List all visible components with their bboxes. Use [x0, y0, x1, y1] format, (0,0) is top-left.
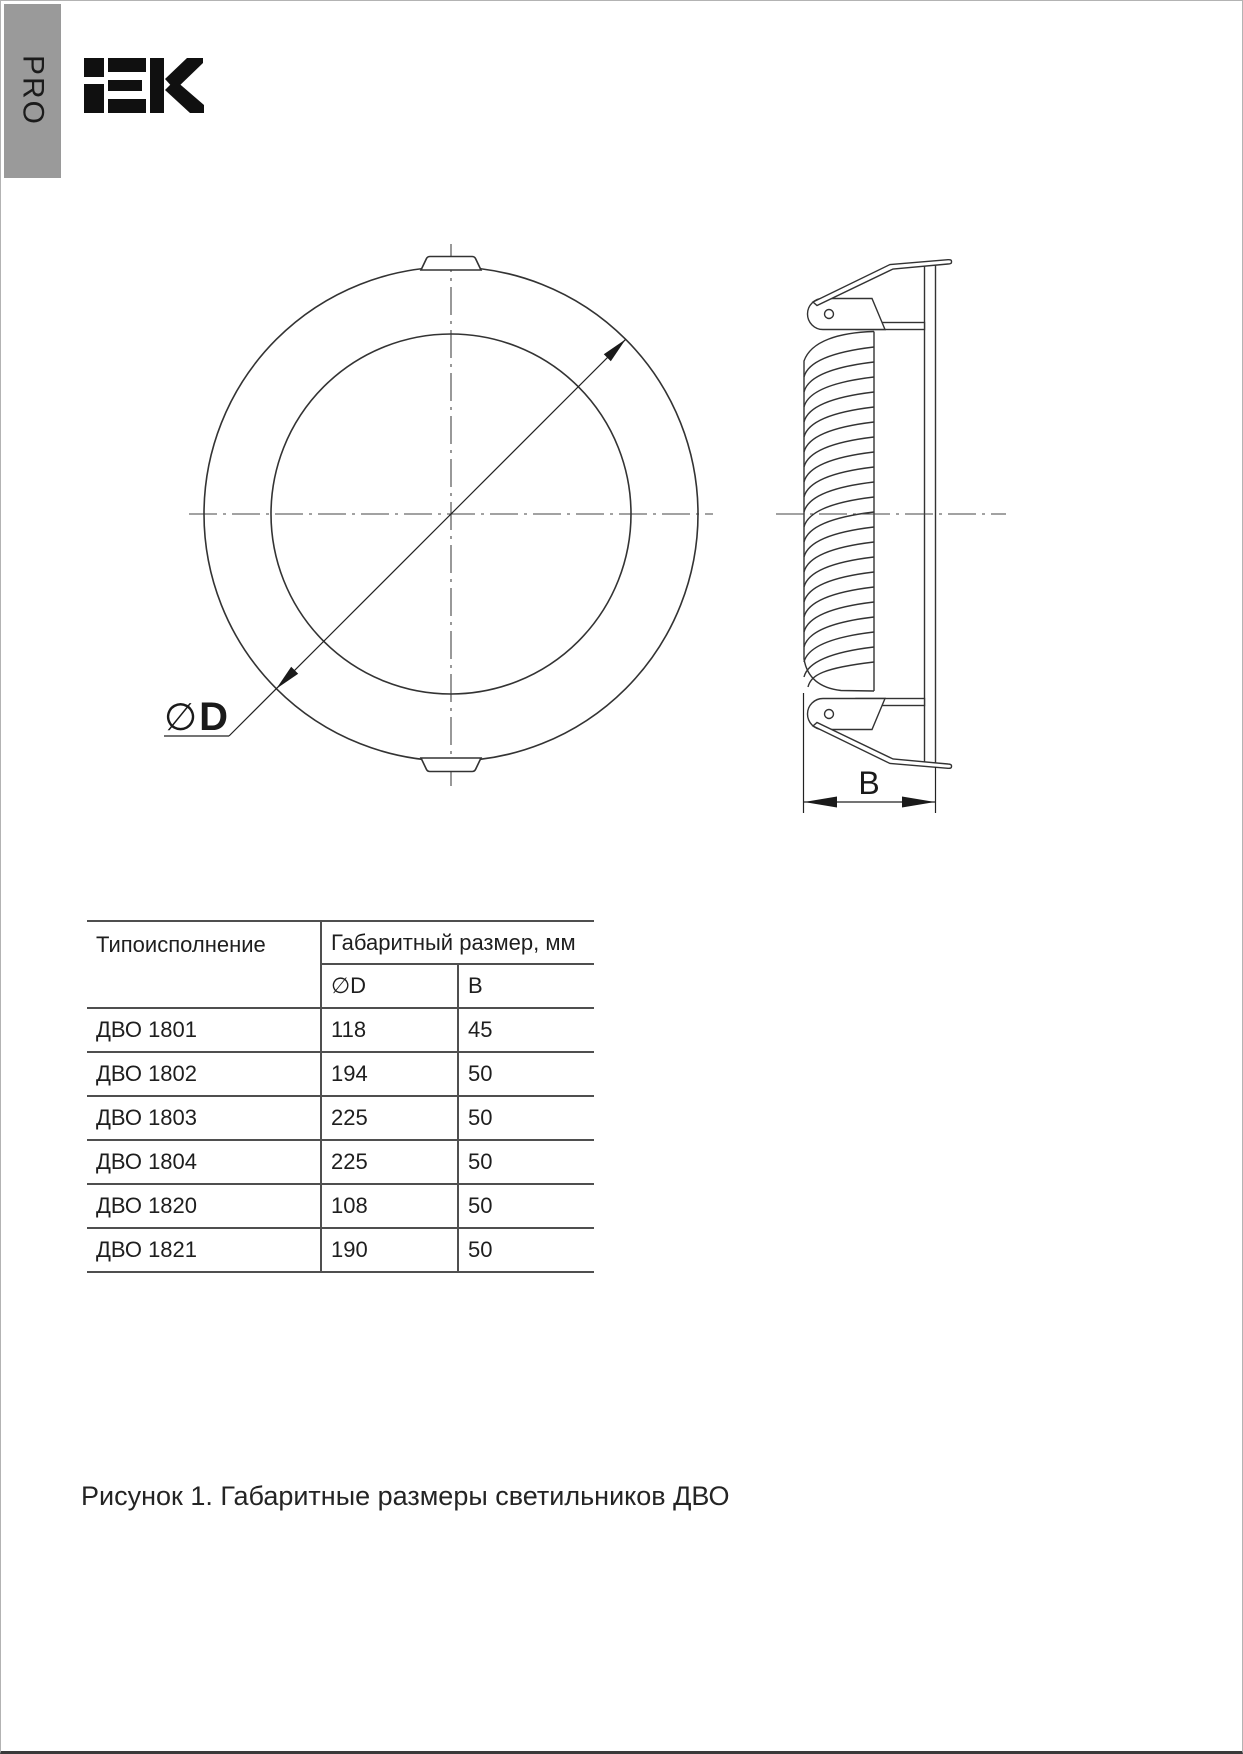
dimension-drawing: [1, 1, 1243, 901]
cell-type: ДВО 1803: [87, 1096, 321, 1140]
cell-diameter: 194: [321, 1052, 458, 1096]
top-tab: [421, 257, 481, 271]
heatsink-fins: [804, 347, 874, 687]
header-diameter: ∅D: [321, 964, 458, 1008]
cell-type: ДВО 1820: [87, 1184, 321, 1228]
table-row: [87, 1096, 594, 1140]
cell-diameter: 190: [321, 1228, 458, 1272]
side-view: [776, 260, 1006, 813]
cell-diameter: 118: [321, 1008, 458, 1052]
cell-depth: 50: [458, 1052, 594, 1096]
header-group: Габаритный размер, мм: [321, 921, 594, 964]
clip-hole-bottom: [825, 710, 834, 719]
cell-type: ДВО 1821: [87, 1228, 321, 1272]
header-depth: B: [468, 973, 483, 998]
cell-depth: 50: [458, 1228, 594, 1272]
depth-arrow-right: [902, 797, 935, 808]
cell-depth: 50: [458, 1184, 594, 1228]
clip-hole-top: [825, 310, 834, 319]
cell-type: ДВО 1804: [87, 1140, 321, 1184]
table-row: [87, 1052, 594, 1096]
cell-type: ДВО 1802: [87, 1052, 321, 1096]
cell-depth: 45: [458, 1008, 594, 1052]
cell-depth: 50: [458, 1096, 594, 1140]
front-view: [164, 244, 713, 786]
dimensions-table: [87, 920, 594, 1273]
heatsink-outline: [804, 332, 874, 692]
figure-caption: Рисунок 1. Габаритные размеры светильников ДВО: [81, 1481, 730, 1511]
cell-diameter: 225: [321, 1140, 458, 1184]
mounting-clip-top: [808, 260, 952, 330]
table-row: [87, 1184, 594, 1228]
table-row: [87, 1228, 594, 1272]
table-row: [87, 1008, 594, 1052]
cell-depth: 50: [458, 1140, 594, 1184]
cell-type: ДВО 1801: [87, 1008, 321, 1052]
pro-label: PRO: [16, 55, 50, 127]
cell-diameter: 108: [321, 1184, 458, 1228]
cell-diameter: 225: [321, 1096, 458, 1140]
depth-arrow-left: [804, 797, 837, 808]
depth-label: B: [858, 765, 880, 801]
diameter-label: ∅D: [164, 695, 228, 739]
bottom-tab: [421, 758, 481, 772]
mounting-clip-bottom: [808, 699, 952, 769]
header-type: Типоисполнение: [87, 921, 321, 1008]
table-header-row-1: [87, 921, 594, 964]
table-row: [87, 1140, 594, 1184]
